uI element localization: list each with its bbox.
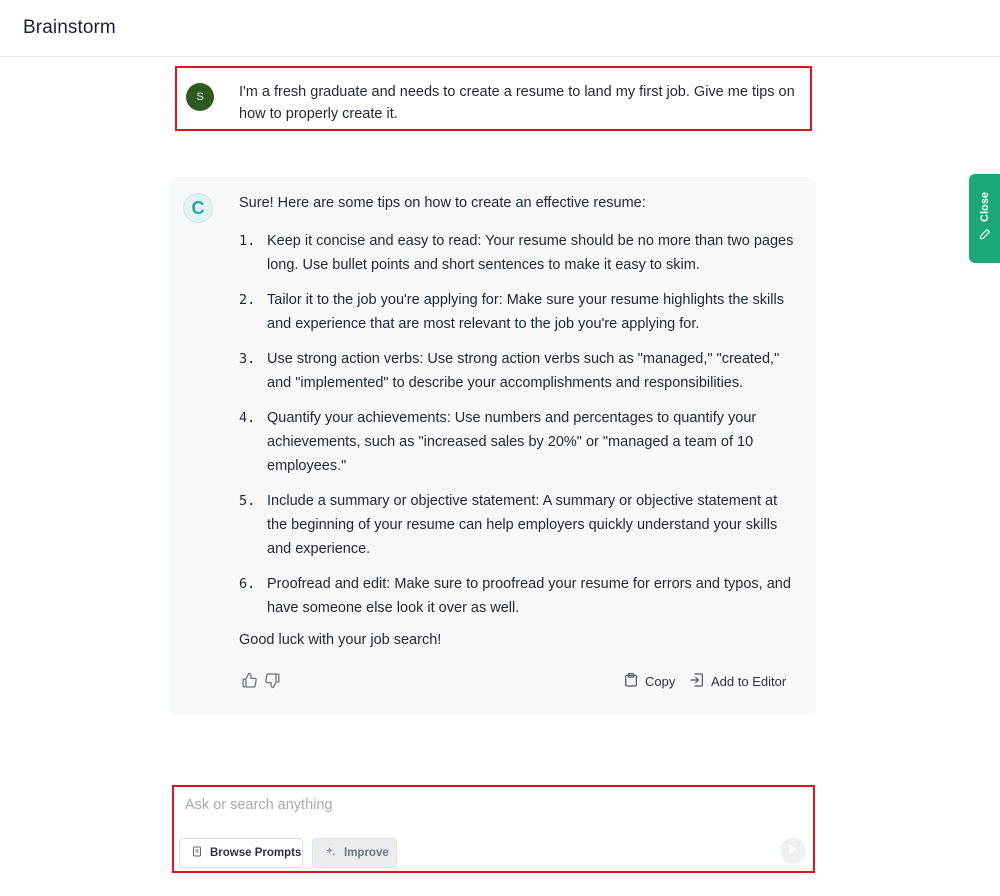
list-item — [239, 406, 799, 478]
list-item-number: 5. — [239, 493, 256, 509]
thumbs-up-icon[interactable] — [239, 670, 259, 690]
copy-label: Copy — [645, 673, 676, 689]
improve-button[interactable] — [312, 838, 397, 868]
list-item — [239, 229, 799, 277]
composer — [172, 785, 815, 873]
list-item-number: 2. — [239, 292, 256, 308]
copy-button[interactable] — [623, 670, 675, 692]
list-item — [239, 288, 799, 336]
browse-prompts-label: Browse Prompts — [210, 847, 302, 859]
user-message-text: I'm a fresh graduate and needs to create a resume to land my first job. Give me tips on how to properly create it. — [239, 84, 795, 122]
send-icon — [787, 842, 799, 860]
list-item-number: 4. — [239, 410, 256, 426]
list-item — [239, 347, 799, 395]
browse-prompts-button[interactable] — [179, 838, 303, 868]
assistant-intro: Sure! Here are some tips on how to create an effective resume: — [239, 195, 646, 211]
thumbs-down-icon[interactable] — [262, 670, 282, 690]
clipboard-icon — [623, 672, 639, 691]
assistant-avatar: C — [183, 193, 213, 223]
add-to-editor-button[interactable] — [689, 670, 786, 692]
user-message — [175, 66, 812, 131]
tips-list — [239, 229, 799, 620]
assistant-message — [170, 177, 816, 715]
list-item-text: Tailor it to the job you're applying for: Make sure your resume highlights the skills and experience that are most relevant to the job you're applying for. — [267, 292, 784, 332]
insert-icon — [689, 672, 705, 691]
pencil-icon — [979, 227, 991, 245]
list-item-text: Keep it concise and easy to read: Your resume should be no more than two pages long. Use bullet points and short sentences to make it easy to skim. — [267, 233, 794, 273]
list-item — [239, 489, 799, 561]
app-header — [0, 0, 1000, 57]
list-item — [239, 572, 799, 620]
list-item-text: Quantify your achievements: Use numbers and percentages to quantify your achievements, such as "increased sales by 20%" or "managed a team of 10 employees." — [267, 410, 757, 474]
list-item-text: Use strong action verbs: Use strong action verbs such as "managed," "created," and "implemented" to describe your accomplishments and responsibilities. — [267, 351, 780, 391]
close-panel-tab[interactable] — [969, 174, 1000, 263]
page-title: Brainstorm — [23, 17, 116, 38]
document-icon — [191, 845, 203, 861]
assistant-outro: Good luck with your job search! — [239, 632, 442, 648]
list-item-number: 6. — [239, 576, 256, 592]
message-actions — [170, 670, 816, 692]
search-input[interactable] — [185, 793, 785, 817]
list-item-number: 3. — [239, 351, 256, 367]
sparkle-icon — [325, 846, 337, 861]
user-avatar: S — [186, 83, 214, 111]
list-item-number: 1. — [239, 233, 256, 249]
list-item-text: Include a summary or objective statement: A summary or objective statement at the beginning of your resume can help employers quickly understand your skills and experience. — [267, 493, 778, 557]
add-to-editor-label: Add to Editor — [711, 673, 787, 689]
close-label: Close — [978, 191, 991, 222]
improve-label: Improve — [344, 847, 389, 859]
send-button[interactable] — [780, 838, 806, 864]
list-item-text: Proofread and edit: Make sure to proofread your resume for errors and typos, and have someone else look it over as well. — [267, 576, 791, 616]
